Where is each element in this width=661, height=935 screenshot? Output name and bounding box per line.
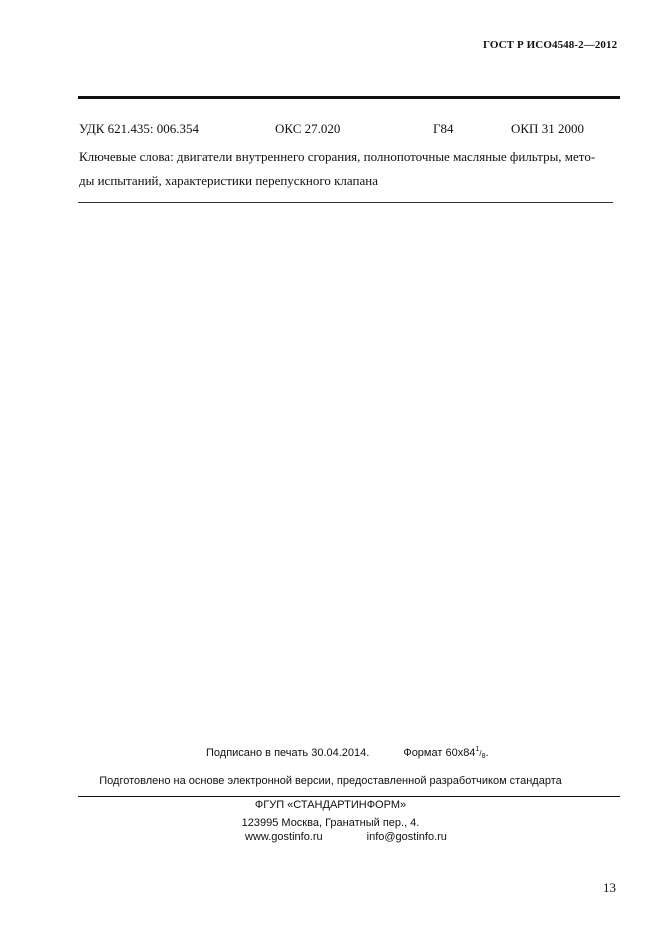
format-fraction-numerator: 1 (475, 746, 480, 753)
website-link[interactable]: www.gostinfo.ru (245, 831, 323, 843)
oks-code: ОКС 27.020 (275, 121, 341, 136)
page-number: 13 (603, 880, 616, 895)
keywords-block (79, 145, 619, 193)
format-fraction-separator: / (479, 749, 482, 758)
standard-code-header: ГОСТ Р ИСО4548-2—2012 (483, 39, 618, 51)
format-label: Формат 60x84 (403, 747, 476, 759)
format-fraction-denominator: 8 (481, 753, 486, 760)
publisher-name: ФГУП «СТАНДАРТИНФОРМ» (254, 799, 407, 811)
publisher-address: 123995 Москва, Гранатный пер., 4. (241, 817, 420, 829)
email-link[interactable]: info@gostinfo.ru (366, 831, 447, 843)
group-code: Г84 (433, 121, 454, 136)
keywords-divider (78, 202, 613, 203)
signed-date: Подписано в печать 30.04.2014. (206, 747, 370, 759)
format-end: . (485, 747, 489, 759)
print-format (403, 747, 488, 759)
okp-code: ОКП 31 2000 (511, 121, 584, 136)
signed-format-line (206, 746, 489, 760)
prepared-note: Подготовлено на основе электронной версии, предоставленной разработчиком стандарта (99, 775, 562, 787)
udk-code: УДК 621.435: 006.354 (79, 121, 200, 136)
footer-divider (78, 796, 620, 797)
keywords-line-2: ды испытаний, характеристики перепускного клапана (79, 173, 378, 188)
keywords-line-1: Ключевые слова: двигатели внутреннего сгорания, полнопоточные масляные фильтры, мето- (79, 149, 596, 164)
header-divider (78, 96, 620, 99)
publisher-contacts (245, 831, 447, 843)
